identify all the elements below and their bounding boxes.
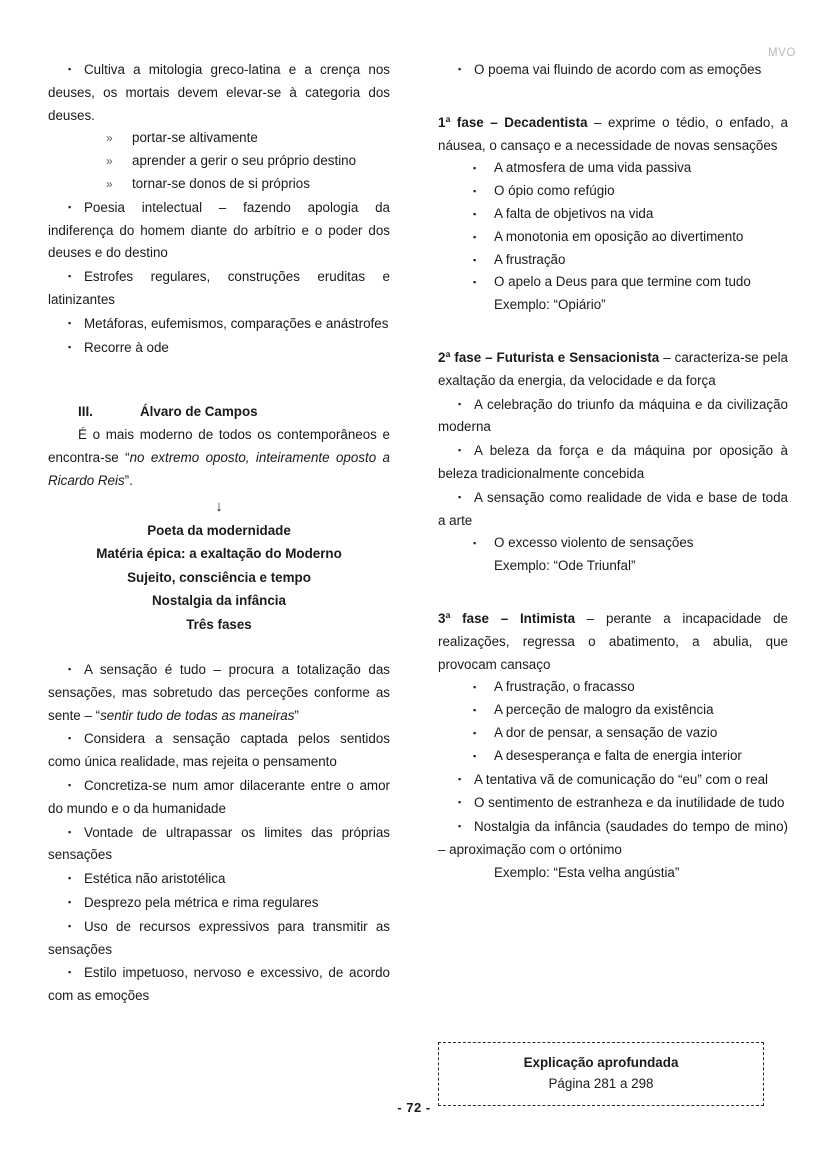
- list-item: [438, 249, 788, 272]
- two-column-body: [48, 58, 788, 1008]
- list-item-text: A atmosfera de uma vida passiva: [494, 160, 692, 176]
- list-item-text: Estilo impetuoso, nervoso e excessivo, de acordo com as emoções: [48, 965, 390, 1004]
- guillemet-bullet-icon: »: [106, 154, 113, 169]
- square-bullet-icon: ▪: [473, 705, 477, 716]
- list-item: [438, 439, 788, 486]
- callout-subtitle: Página 281 a 298: [548, 1076, 654, 1091]
- square-bullet-icon: ▪: [458, 797, 462, 808]
- square-bullet-icon: ▪: [68, 664, 72, 675]
- square-bullet-icon: ▪: [68, 967, 72, 978]
- list-item-text: Concretiza-se num amor dilacerante entre o amor do mundo e o da humanidade: [48, 778, 390, 816]
- square-bullet-icon: ▪: [458, 398, 462, 409]
- phase-description: – exprime o tédio, o enfado, a náusea, o cansaço e a necessidade de novas sensações: [438, 114, 788, 153]
- phase-label: 3ª fase – Intimista: [438, 610, 576, 626]
- list-item-text: A beleza da força e da máquina por oposição à beleza tradicionalmente concebida: [438, 443, 788, 481]
- right-column: [438, 58, 788, 1008]
- list-item: [48, 915, 390, 962]
- intro-quote-italic: no extremo oposto, inteiramente oposto a Ricardo Reis: [48, 449, 390, 488]
- list-item: [48, 196, 390, 265]
- list-item-text: O excesso violento de sensações: [494, 535, 694, 551]
- square-bullet-icon: ▪: [68, 341, 72, 352]
- list-item-text: Desprezo pela métrica e rima regulares: [84, 895, 319, 911]
- list-item-italic-quote: sentir tudo de todas as maneiras: [100, 707, 295, 723]
- intro-text-before: É o mais moderno de todos os contemporâneos e encontra-se “: [48, 427, 390, 465]
- list-item-text: O sentimento de estranheza e da inutilidade de tudo: [474, 795, 785, 811]
- list-item-text: Estrofes regulares, construções eruditas e latinizantes: [48, 269, 390, 307]
- square-bullet-icon: ▪: [458, 773, 462, 784]
- summary-line: Nostalgia da infância: [152, 593, 286, 609]
- list-item-text: Metáforas, eufemismos, comparações e anástrofes: [84, 315, 389, 331]
- intro-text-after: ”.: [124, 472, 133, 488]
- section-spacer: [48, 636, 390, 658]
- square-bullet-icon: ▪: [473, 231, 477, 242]
- section-heading: [48, 401, 390, 424]
- square-bullet-icon: ▪: [473, 750, 477, 761]
- list-item-text: Vontade de ultrapassar os limites das próprias sensações: [48, 824, 390, 863]
- square-bullet-icon: ▪: [473, 538, 477, 549]
- square-bullet-icon: ▪: [68, 920, 72, 931]
- list-item: [48, 312, 390, 336]
- list-item-text-after: ”: [294, 707, 299, 723]
- list-item: [438, 722, 788, 745]
- list-item-text: A celebração do triunfo da máquina e da civilização moderna: [438, 396, 788, 435]
- square-bullet-icon: ▪: [473, 277, 477, 288]
- summary-line: Três fases: [186, 616, 252, 632]
- list-item-text: Cultiva a mitologia greco-latina e a crença nos deuses, os mortais devem elevar-se à categoria dos deuses.: [48, 62, 390, 123]
- list-item-text: A tentativa vã de comunicação do “eu” com o real: [474, 771, 769, 787]
- guillemet-bullet-icon: »: [106, 131, 113, 146]
- list-item: [438, 58, 788, 82]
- sub-list-item-text: aprender a gerir o seu próprio destino: [132, 153, 357, 169]
- square-bullet-icon: ▪: [473, 208, 477, 219]
- square-bullet-icon: ▪: [68, 733, 72, 744]
- guillemet-bullet-icon: »: [106, 176, 113, 191]
- list-item: [438, 532, 788, 555]
- phase-label: 1ª fase – Decadentista: [438, 114, 588, 130]
- left-column: [48, 58, 390, 1008]
- list-item: [438, 745, 788, 768]
- down-arrow-icon: ↓: [215, 497, 223, 515]
- list-item-text: A sensação como realidade de vida e base de toda a arte: [438, 489, 788, 528]
- section-intro-paragraph: [48, 424, 390, 492]
- list-item: [438, 486, 788, 533]
- list-item: [48, 961, 390, 1008]
- list-item: [48, 336, 390, 360]
- sub-list-item-text: tornar-se donos de si próprios: [132, 175, 310, 191]
- phase-label: 2ª fase – Futurista e Sensacionista: [438, 349, 660, 365]
- list-item-text: Nostalgia da infância (saudades do tempo de mino) – aproximação com o ortónimo: [438, 819, 788, 857]
- square-bullet-icon: ▪: [473, 186, 477, 197]
- square-bullet-icon: ▪: [473, 163, 477, 174]
- section-title: Álvaro de Campos: [140, 404, 258, 420]
- list-item-text: A frustração: [494, 251, 566, 267]
- list-item-text: A desesperança e falta de energia interior: [494, 747, 742, 763]
- sub-list-item: [48, 150, 390, 173]
- list-item: [48, 821, 390, 868]
- phase-example: Exemplo: “Opiário”: [494, 297, 606, 313]
- phase-paragraph: [438, 347, 788, 393]
- sub-list-item: [48, 127, 390, 150]
- sub-list-item-text: portar-se altivamente: [132, 130, 258, 146]
- list-item: [438, 271, 788, 294]
- square-bullet-icon: ▪: [68, 897, 72, 908]
- page-number: - 72 -: [397, 1100, 431, 1115]
- callout-title: Explicação aprofundada: [523, 1055, 679, 1070]
- list-item: [48, 265, 390, 312]
- square-bullet-icon: ▪: [68, 780, 72, 791]
- section-spacer: [438, 578, 788, 608]
- list-item-text: Considera a sensação captada pelos sentidos como única realidade, mas rejeita o pensamento: [48, 731, 390, 770]
- list-item: [48, 774, 390, 821]
- phase-description: – caracteriza-se pela exaltação da energia, da velocidade e da força: [438, 349, 788, 388]
- list-item: [438, 226, 788, 249]
- list-item: [438, 768, 788, 792]
- list-item: [438, 393, 788, 440]
- list-item-text: A perceção de malogro da existência: [494, 702, 714, 718]
- square-bullet-icon: ▪: [68, 201, 72, 212]
- list-item-text-before: A sensação é tudo – procura a totalização das sensações, mas sobretudo das perceções conforme as sente – “: [48, 662, 390, 723]
- square-bullet-icon: ▪: [458, 445, 462, 456]
- square-bullet-icon: ▪: [68, 317, 72, 328]
- list-item: [438, 676, 788, 699]
- square-bullet-icon: ▪: [68, 271, 72, 282]
- list-item: [48, 658, 390, 727]
- list-item: [48, 867, 390, 891]
- phase-paragraph: [438, 112, 788, 158]
- list-item-text: Uso de recursos expressivos para transmitir as sensações: [48, 918, 390, 957]
- section-spacer: [438, 82, 788, 112]
- phase-example: Exemplo: “Ode Triunfal”: [494, 558, 636, 574]
- section-spacer: [48, 359, 390, 381]
- section-numeral: III.: [78, 404, 93, 420]
- square-bullet-icon: ▪: [473, 682, 477, 693]
- square-bullet-icon: ▪: [68, 873, 72, 884]
- list-item-text: A dor de pensar, a sensação de vazio: [494, 724, 718, 740]
- phase-example: Exemplo: “Esta velha angústia”: [494, 864, 680, 880]
- watermark-label: MVO: [768, 47, 796, 59]
- section-spacer: [438, 317, 788, 347]
- list-item: [438, 180, 788, 203]
- list-item: [438, 815, 788, 862]
- list-item: [438, 203, 788, 226]
- list-item-text: A monotonia em oposição ao divertimento: [494, 228, 744, 244]
- list-item: [48, 727, 390, 774]
- sub-list-item: [48, 173, 390, 196]
- square-bullet-icon: ▪: [458, 821, 462, 832]
- summary-line: Poeta da modernidade: [147, 522, 291, 538]
- list-item-text: O apelo a Deus para que termine com tudo: [494, 274, 751, 290]
- list-item-text: O ópio como refúgio: [494, 183, 615, 199]
- summary-line: Matéria épica: a exaltação do Moderno: [96, 546, 342, 562]
- list-item-text: A frustração, o fracasso: [494, 679, 635, 695]
- square-bullet-icon: ▪: [68, 826, 72, 837]
- list-item-text: Estética não aristotélica: [84, 871, 226, 887]
- list-item-text: A falta de objetivos na vida: [494, 205, 654, 221]
- list-item-text: O poema vai fluindo de acordo com as emoções: [474, 62, 762, 77]
- square-bullet-icon: ▪: [68, 64, 72, 74]
- phase-paragraph: [438, 608, 788, 676]
- list-item-text: Poesia intelectual – fazendo apologia da indiferença do homem diante do arbítrio e o poder dos deuses e do destino: [48, 199, 390, 261]
- square-bullet-icon: ▪: [458, 491, 462, 502]
- square-bullet-icon: ▪: [473, 254, 477, 265]
- list-item: [48, 58, 390, 127]
- list-item: [438, 699, 788, 722]
- list-item: [438, 791, 788, 815]
- list-item-text: Recorre à ode: [84, 339, 169, 355]
- phase-description: – perante a incapacidade de realizações, regressa o abatimento, a abulia, que provocam cansaço: [438, 610, 789, 672]
- callout-box: [438, 1042, 764, 1106]
- summary-line: Sujeito, consciência e tempo: [127, 569, 311, 585]
- square-bullet-icon: ▪: [473, 727, 477, 738]
- list-item: [438, 157, 788, 180]
- square-bullet-icon: ▪: [458, 64, 462, 74]
- list-item: [48, 891, 390, 915]
